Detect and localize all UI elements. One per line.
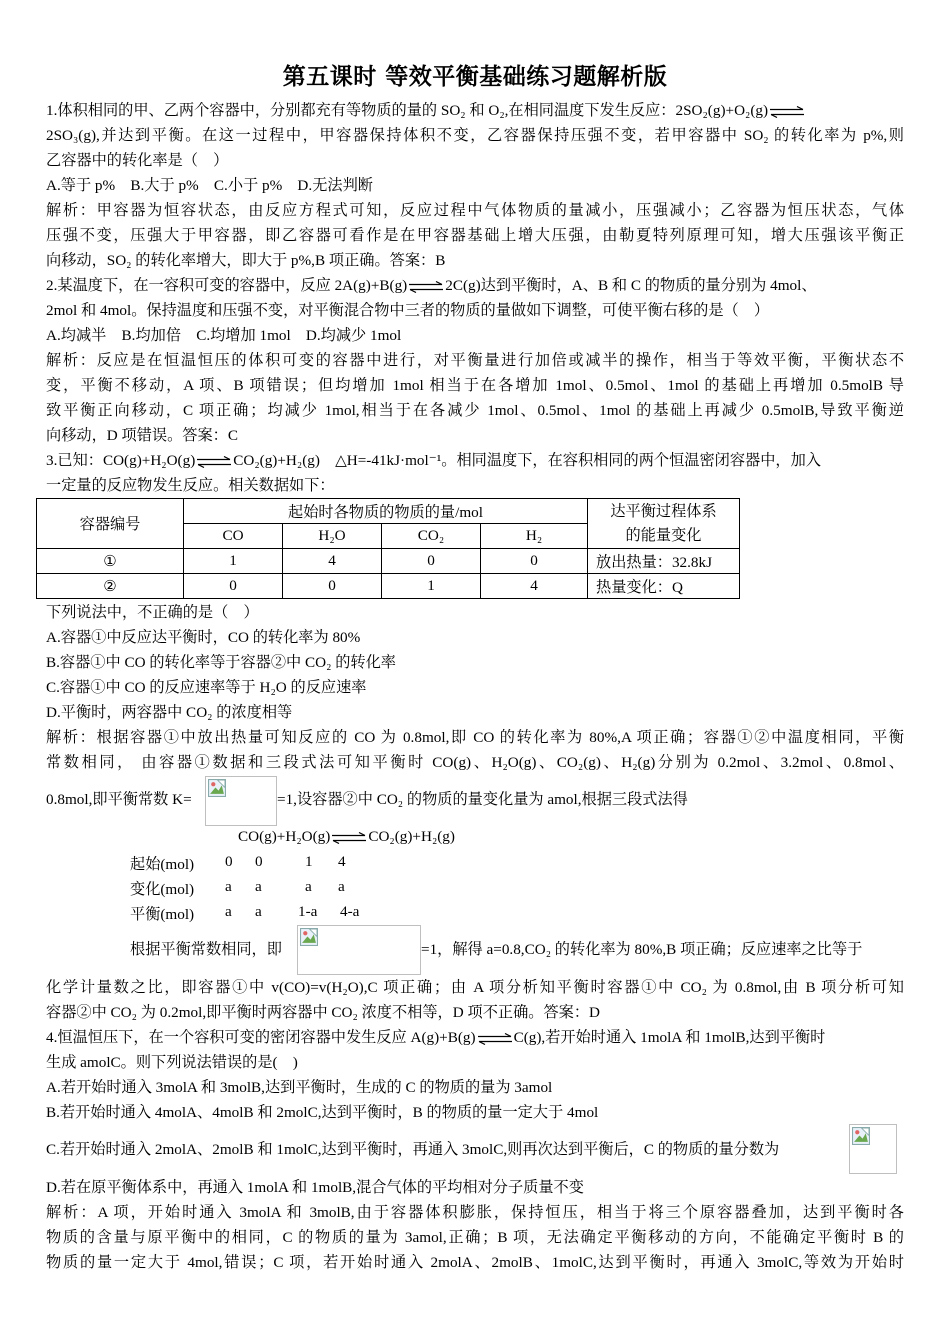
q3-analysis-1: 解析：根据容器①中放出热量可知反应的 CO 为 0.8mol,即 CO 的转化率为 80%,A 项正确；容器①②中温度相同，平衡	[46, 729, 904, 746]
q3-option-d: D.平衡时，两容器中 CO₂ 的浓度相等	[46, 704, 293, 721]
q2-analysis-2: 变，平衡不移动，A 项、B 项错误；但均增加 1mol 相当于在各增加 1mol、0.5mol、1mol 的基础上再增加 0.5molB 导	[46, 377, 904, 394]
q2-stem-line-2: 2mol 和 4mol。保持温度和压强不变，对平衡混合物中三者的物质的量做如下调整，可使平衡右移的是（ ）	[46, 302, 770, 319]
q3-analysis-3-left: 0.8mol,即平衡常数 K=	[46, 791, 192, 808]
q2-stem-line-1: 2.某温度下，在一容积可变的容器中，反应 2A(g)+B(g) 2C(g)达到平衡时，A、B 和 C 的物质的量分别为 4mol、	[46, 277, 817, 294]
q3-option-b: B.容器①中 CO 的转化率等于容器②中 CO₂ 的转化率	[46, 654, 396, 671]
q3-stem-line-2: 一定量的反应物发生反应。相关数据如下：	[46, 477, 335, 494]
formula-image-icon	[205, 776, 277, 826]
table-col-header: CO₂	[382, 524, 481, 549]
data-table	[36, 498, 740, 599]
table-header-container: 容器编号	[37, 499, 184, 549]
table-cell: ①	[37, 549, 184, 574]
q1-analysis-2: 压强不变，压强大于甲容器，即乙容器可看作是在甲容器基础上增大压强，由勒夏特列原理可知，增大压强该平衡正	[46, 227, 904, 244]
q3-option-c: C.容器①中 CO 的反应速率等于 H₂O 的反应速率	[46, 679, 367, 696]
equilibrium-arrow-icon	[769, 106, 805, 118]
q1-analysis-3: 向移动，SO₂ 的转化率增大，即大于 p%,B 项正确。答案：B	[46, 252, 446, 269]
q3-analysis-4-right: =1，解得 a=0.8,CO₂ 的转化率为 80%,B 项正确；反应速率之比等于	[421, 941, 863, 958]
q3-question: 下列说法中，不正确的是（ ）	[46, 604, 259, 621]
page-title: 第五课时 等效平衡基础练习题解析版	[282, 64, 668, 90]
q4-option-d: D.若在原平衡体系中，再通入 1molA 和 1molB,混合气体的平均相对分子质量不变	[46, 1179, 584, 1196]
table-cell: 0	[481, 549, 588, 574]
q1-stem-line-1: 1.体积相同的甲、乙两个容器中，分别都充有等物质的量的 SO₂ 和 O₂,在相同温度下发生反应：2SO₂(g)+O₂(g)	[46, 101, 904, 121]
q2-options: A.均减半 B.均加倍 C.均增加 1mol D.均减少 1mol	[46, 327, 402, 344]
three-stage-equation: CO(g)+H₂O(g) CO₂(g)+H₂(g)	[238, 828, 455, 845]
table-cell: 热量变化：Q	[588, 574, 740, 599]
document-page: 第五课时 等效平衡基础练习题解析版 1.体积相同的甲、乙两个容器中，分别都充有等物质的量的 SO₂ 和 O₂,在相同温度下发生反应：2SO₂(g)+O₂(g) 2SO₃(g),并达到平衡。在这一过程中，甲容器保持体积不变，乙容器保持压强不变，若甲容器中 SO₂ 的转化率为 p%,则 乙容器中的转化率是（ ） A.等于 p% B.大于 p% C.小于 p% D.无法判断 解析：甲容器为恒容状态，由反应方程式可知，反应过程中气体物质的量减小，压强减小；乙容器为恒压状态，气体 压强不变，压强大于甲容器，即乙容器可看作是在甲容器基础上增大压强，由勒夏特列原理可知，增大压强该平衡正 向移动，SO₂ 的转化率增大，即大于 p%,B 项正确。答案：B 2.某温度下，在一容积可变的容器中，反应 2A(g)+B(g) 2C(g)达到平衡时，A、B 和 C 的物质的量分别为 4mol、 2mol 和 4mol。保持温度和压强不变，对平衡混合物中三者的物质的量做如下调整，可使平衡右移的是（ ） A.均减半 B.均加倍 C.均增加 1mol D.均减少 1mol 解析：反应是在恒温恒压的体积可变的容器中进行，对平衡量进行加倍或减半的操作，相当于等效平衡，平衡状态不 变，平衡不移动，A 项、B 项错误；但均增加 1mol 相当于在各增加 1mol、0.5mol、1mol 的基础上再增加 0.5molB 导 致平衡正向移动，C 项正确；均减少 1mol,相当于在各减少 1mol、0.5mol、1mol 的基础上再减少 0.5molB,导致平衡逆 向移动，D 项错误。答案：C 3.已知：CO(g)+H₂O(g) CO₂(g)+H₂(g) △H=-41kJ·mol⁻¹。相同温度下，在容积相同的两个恒温密闭容器中，加入 一定量的反应物发生反应。相关数据如下： 容器编号 起始时各物质的物质的量/mol 达平衡过程体系 的能量变化 CO H₂O CO₂ H₂ ① 1 4 0 0 放出热量：32.8kJ ② 0 0 1 4 热量变化：Q 下列说法中，不正确的是（ ） A.容器①中反应达平衡时，CO 的转化率为 80% B.容器①中 CO 的转化率等于容器②中 CO₂ 的转化率 C.容器①中 CO 的反应速率等于 H₂O 的反应速率 D.平衡时，两容器中 CO₂ 的浓度相等 解析：根据容器①中放出热量可知反应的 CO 为 0.8mol,即 CO 的转化率为 80%,A 项正确；容器①②中温度相同，平衡 常数相同， 由容器①数据和三段式法可知平衡时 CO(g)、H₂O(g)、CO₂(g)、H₂(g)分别为 0.2mol、3.2mol、0.8mol、 0.8mol,即平衡常数 K= =1,设容器②中 CO₂ 的物质的量变化量为 amol,根据三段式法得 CO(g)+H₂O(g) CO₂(g)+H₂(g) 起始(mol) 0 0 1 4 变化(mol) a a a a 平衡(mol) a a 1-a 4-a 根据平衡常数相同，即 =1，解得 a=0.8,CO₂ 的转化率为 80%,B 项正确；反应速率之比等于 化学计量数之比，即容器①中 v(CO)=v(H₂O),C 项正确；由 A 项分析知平衡时容器①中 CO₂ 为 0.8mol,由 B 项分析可知 容器②中 CO₂ 为 0.2mol,即平衡时两容器中 CO₂ 浓度不相等，D 项不正确。答案：D 4.恒温恒压下，在一个容积可变的密闭容器中发生反应 A(g)+B(g) C(g),若开始时通入 1molA 和 1molB,达到平衡时 生成 amolC。则下列说法错误的是( ) A.若开始时通入 3molA 和 3molB,达到平衡时，生成的 C 的物质的量为 3amol B.若开始时通入 4molA、4molB 和 2molC,达到平衡时，B 的物质的量一定大于 4mol C.若开始时通入 2molA、2molB 和 1molC,达到平衡时，再通入 3molC,则再次达到平衡后，C 的物质的量分数为 D.若在原平衡体系中，再通入 1molA 和 1molB,混合气体的平均相对分子质量不变 解析：A 项，开始时通入 3molA 和 3molB,由于容器体积膨胀，保持恒压，相当于将三个原容器叠加，达到平衡时各 物质的含量与原平衡中的相同，C 的物质的量为 3amol,正确；B 项，无法确定平衡移动的方向，不能确定平衡时 B 的 物质的量一定大于 4mol,错误；C 项，若开始时通入 2molA、2molB、1molC,达到平衡时，再通入 3molC,等效为开始时	[0, 0, 950, 1344]
q1-stem-line-3: 乙容器中的转化率是（ ）	[46, 152, 229, 169]
q4-analysis-1: 解析：A 项，开始时通入 3molA 和 3molB,由于容器体积膨胀，保持恒压，相当于将三个原容器叠加，达到平衡时各	[46, 1204, 904, 1221]
q4-stem-line-1: 4.恒温恒压下，在一个容积可变的密闭容器中发生反应 A(g)+B(g) C(g),若开始时通入 1molA 和 1molB,达到平衡时	[46, 1029, 826, 1046]
q3-analysis-3-right: =1,设容器②中 CO₂ 的物质的量变化量为 amol,根据三段式法得	[277, 791, 688, 808]
table-cell: 4	[481, 574, 588, 599]
q3-option-a: A.容器①中反应达平衡时，CO 的转化率为 80%	[46, 629, 361, 646]
table-cell: 1	[184, 549, 283, 574]
q4-stem-line-2: 生成 amolC。则下列说法错误的是( )	[46, 1054, 298, 1071]
table-col-header: CO	[184, 524, 283, 549]
equilibrium-arrow-icon	[331, 832, 367, 844]
table-cell: 0	[184, 574, 283, 599]
q4-option-b: B.若开始时通入 4molA、4molB 和 2molC,达到平衡时，B 的物质的量一定大于 4mol	[46, 1104, 599, 1121]
table-header-start: 起始时各物质的物质的量/mol	[184, 499, 588, 524]
q2-analysis-3: 致平衡正向移动，C 项正确；均减少 1mol,相当于在各减少 1mol、0.5mol、1mol 的基础上再减少 0.5molB,导致平衡逆	[46, 402, 904, 419]
table-row	[37, 574, 740, 599]
q3-stem-line-1: 3.已知：CO(g)+H₂O(g) CO₂(g)+H₂(g) △H=-41kJ·mol⁻¹。相同温度下，在容积相同的两个恒温密闭容器中，加入	[46, 452, 821, 469]
table-cell: ②	[37, 574, 184, 599]
table-header-energy: 达平衡过程体系 的能量变化	[588, 499, 740, 549]
q3-analysis-4-left: 根据平衡常数相同，即	[130, 941, 282, 958]
table-cell: 放出热量：32.8kJ	[588, 549, 740, 574]
q4-analysis-2: 物质的含量与原平衡中的相同，C 的物质的量为 3amol,正确；B 项，无法确定平衡移动的方向，不能确定平衡时 B 的	[46, 1229, 904, 1246]
table-row	[37, 549, 740, 574]
q1-stem-line-2: 2SO₃(g),并达到平衡。在这一过程中，甲容器保持体积不变，乙容器保持压强不变，若甲容器中 SO₂ 的转化率为 p%,则	[46, 127, 904, 144]
q3-analysis-5: 化学计量数之比，即容器①中 v(CO)=v(H₂O),C 项正确；由 A 项分析知平衡时容器①中 CO₂ 为 0.8mol,由 B 项分析可知	[46, 979, 904, 996]
table-cell: 1	[382, 574, 481, 599]
q1-analysis-1: 解析：甲容器为恒容状态，由反应方程式可知，反应过程中气体物质的量减小，压强减小；乙容器为恒压状态，气体	[46, 202, 904, 219]
q3-analysis-2: 常数相同， 由容器①数据和三段式法可知平衡时 CO(g)、H₂O(g)、CO₂(g)、H₂(g)分别为 0.2mol、3.2mol、0.8mol、	[46, 754, 904, 771]
q4-option-a: A.若开始时通入 3molA 和 3molB,达到平衡时，生成的 C 的物质的量为 3amol	[46, 1079, 553, 1096]
q4-option-c: C.若开始时通入 2molA、2molB 和 1molC,达到平衡时，再通入 3molC,则再次达到平衡后，C 的物质的量分数为	[46, 1141, 780, 1158]
equilibrium-arrow-icon	[477, 1033, 513, 1045]
equilibrium-arrow-icon	[196, 456, 232, 468]
table-cell: 0	[283, 574, 382, 599]
formula-image-icon	[849, 1124, 897, 1174]
table-col-header: H₂O	[283, 524, 382, 549]
q1-options: A.等于 p% B.大于 p% C.小于 p% D.无法判断	[46, 177, 373, 194]
q2-analysis-4: 向移动，D 项错误。答案：C	[46, 427, 238, 444]
table-cell: 4	[283, 549, 382, 574]
formula-image-icon	[297, 925, 421, 975]
table-col-header: H₂	[481, 524, 588, 549]
q4-analysis-3: 物质的量一定大于 4mol,错误；C 项，若开始时通入 2molA、2molB、1molC,达到平衡时，再通入 3molC,等效为开始时	[46, 1254, 904, 1271]
equilibrium-arrow-icon	[408, 281, 444, 293]
q2-analysis-1: 解析：反应是在恒温恒压的体积可变的容器中进行，对平衡量进行加倍或减半的操作，相当于等效平衡，平衡状态不	[46, 352, 904, 369]
q3-analysis-6: 容器②中 CO₂ 为 0.2mol,即平衡时两容器中 CO₂ 浓度不相等，D 项不正确。答案：D	[46, 1004, 600, 1021]
table-cell: 0	[382, 549, 481, 574]
